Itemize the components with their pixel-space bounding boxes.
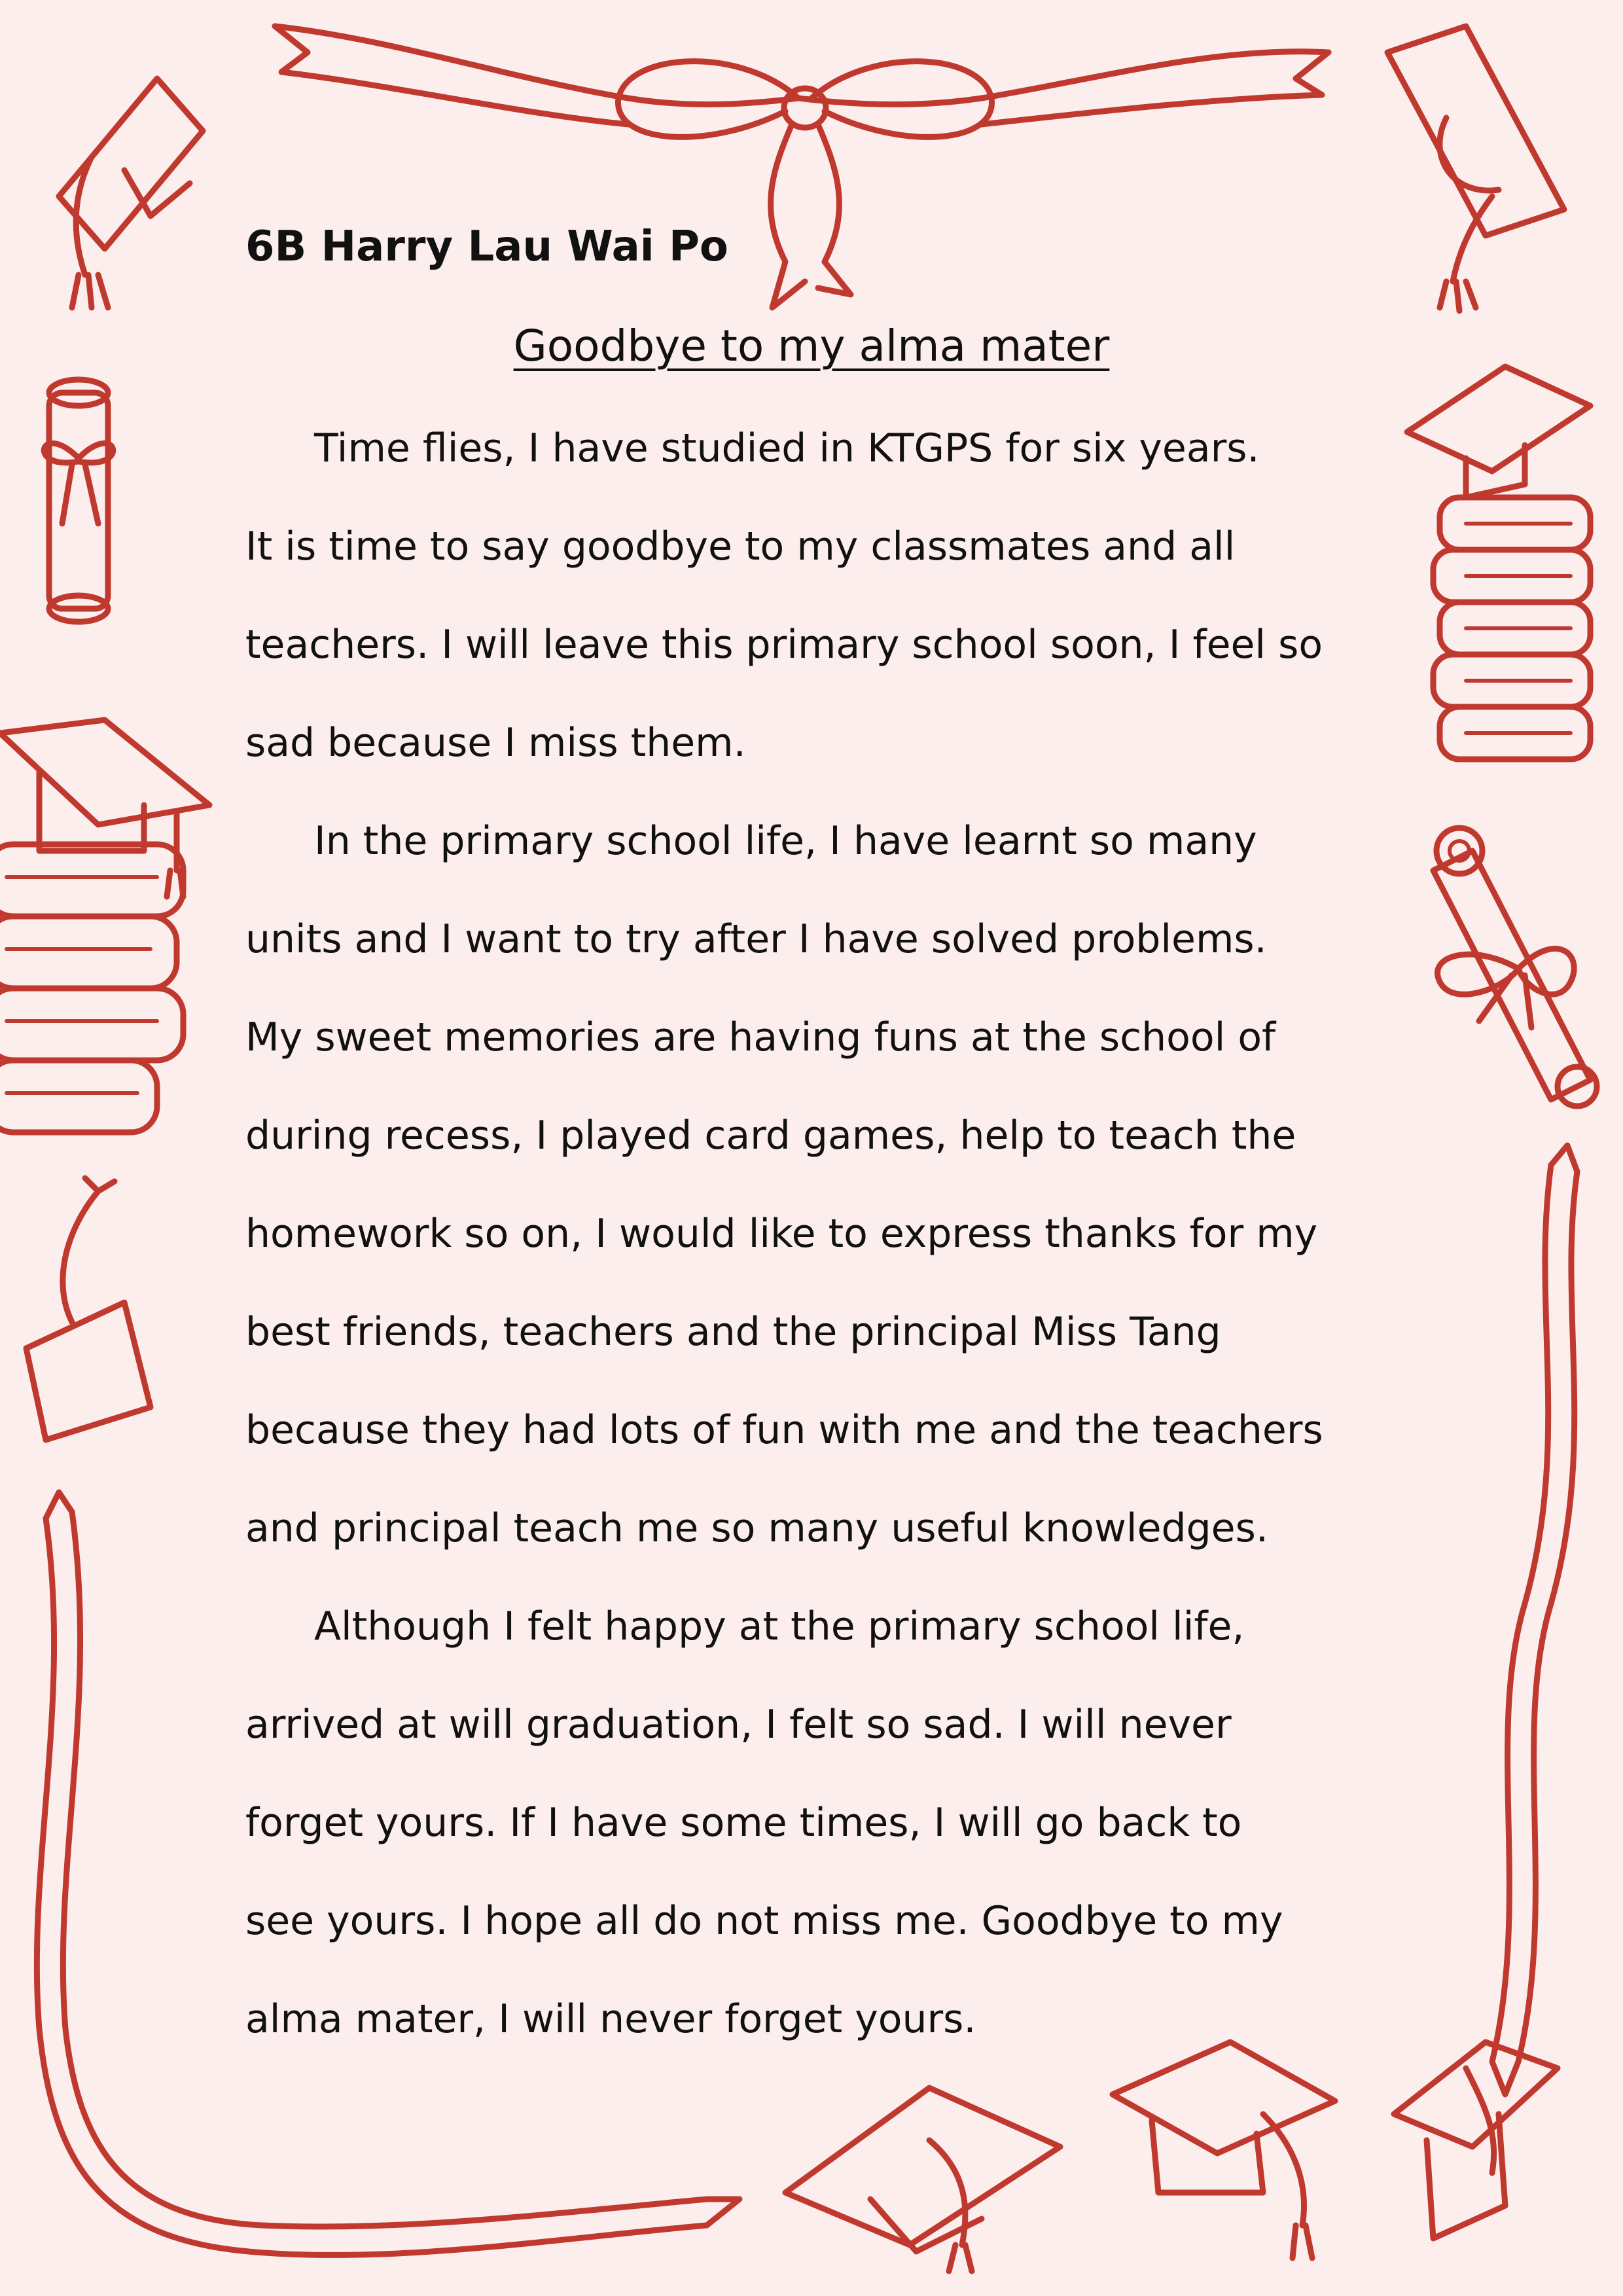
- essay-line: Although I felt happy at the primary school life,: [314, 1604, 1245, 1649]
- graduation-cap-icon: [59, 79, 203, 308]
- essay-title: Goodbye to my alma mater: [513, 321, 1110, 371]
- essay-line: In the primary school life, I have learnt so many: [314, 818, 1257, 864]
- essay-line: sad because I miss them.: [245, 720, 746, 766]
- essay-line: Time flies, I have studied in KTGPS for six years.: [314, 425, 1260, 471]
- essay-line: forget yours. If I have some times, I will go back to: [245, 1800, 1242, 1846]
- ribbon-streamer: [1492, 1145, 1577, 2094]
- graduation-cap-icon: [1113, 2042, 1335, 2258]
- diploma-scroll-icon: [1433, 828, 1597, 1106]
- essay-line: best friends, teachers and the principal Miss Tang: [245, 1309, 1221, 1355]
- book-stack-icon: [1407, 367, 1590, 759]
- book-stack-icon: [0, 720, 209, 1132]
- essay-line: It is time to say goodbye to my classmates and all: [245, 524, 1236, 569]
- essay-line: arrived at will graduation, I felt so sad. I will never: [245, 1702, 1232, 1748]
- essay-line: alma mater, I will never forget yours.: [245, 1996, 976, 2042]
- author-name: 6B Harry Lau Wai Po: [245, 223, 728, 271]
- diploma-scroll-icon: [44, 380, 113, 622]
- graduation-cap-icon: [1394, 2042, 1558, 2238]
- essay-line: teachers. I will leave this primary school soon, I feel so: [245, 622, 1323, 668]
- essay-line: because they had lots of fun with me and the teachers: [245, 1407, 1323, 1453]
- essay-line: homework so on, I would like to express thanks for my: [245, 1211, 1318, 1257]
- essay-line: units and I want to try after I have solved problems.: [245, 916, 1267, 962]
- essay-line: and principal teach me so many useful knowledges.: [245, 1505, 1268, 1551]
- graduation-cap-icon: [1387, 26, 1564, 311]
- graduation-cap-icon: [785, 2088, 1060, 2271]
- essay-line: during recess, I played card games, help to teach the: [245, 1113, 1296, 1158]
- essay-line: see yours. I hope all do not miss me. Goodbye to my: [245, 1898, 1283, 1944]
- graduation-cap-icon: [26, 1178, 151, 1440]
- essay-line: My sweet memories are having funs at the school of: [245, 1014, 1276, 1060]
